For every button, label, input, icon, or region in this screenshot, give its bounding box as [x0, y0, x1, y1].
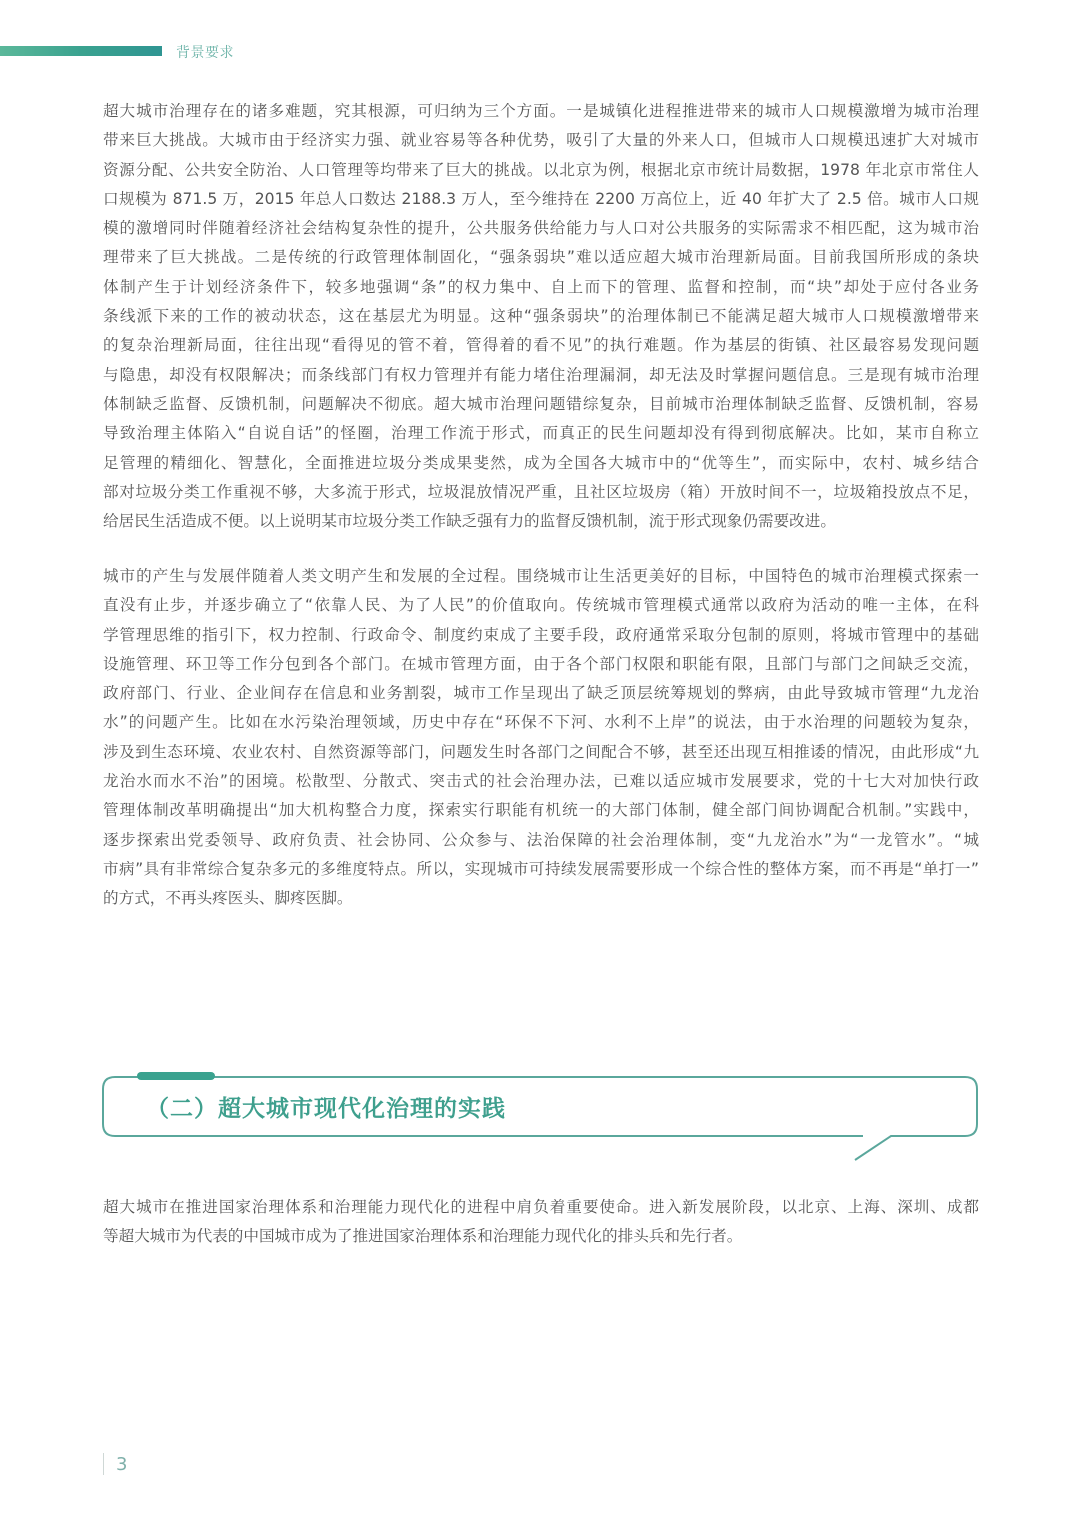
- page-footer: [103, 1452, 127, 1476]
- paragraph-challenges: [103, 97, 979, 536]
- text-line: 体制缺乏监督、反馈机制，问题解决不彻底。超大城市治理问题错综复杂，目前城市治理体制缺乏监督、反馈机制，容易: [103, 394, 979, 413]
- text-line: 超大城市在推进国家治理体系和治理能力现代化的进程中肩负着重要使命。进入新发展阶段，以北京、上海、深圳、成都: [103, 1198, 979, 1216]
- text-line: 理带来了巨大挑战。二是传统的行政管理体制固化，“强条弱块”难以适应超大城市治理新局面。目前我国所形成的条块: [103, 248, 979, 267]
- text-line: 涉及到生态环境、农业农村、自然资源等部门，问题发生时各部门之间配合不够，甚至还出现互相推诿的情况，由此形成“九: [103, 742, 979, 761]
- text-line: 给居民生活造成不便。以上说明某市垃圾分类工作缺乏强有力的监督反馈机制，流于形式现象仍需要改进。: [103, 512, 836, 531]
- paragraph-practice: [103, 1193, 979, 1252]
- text-line: 与隐患，却没有权限解决；而条线部门有权力管理并有能力堵住治理漏洞，却无法及时掌握问题信息。三是现有城市治理: [103, 365, 979, 384]
- text-line: 体制产生于计划经济条件下，较多地强调“条”的权力集中、自上而下的管理、监督和控制，而“块”却处于应付各业务: [103, 277, 979, 296]
- text-line: 城市的产生与发展伴随着人类文明产生和发展的全过程。围绕城市让生活更美好的目标，中国特色的城市治理模式探索一: [103, 567, 979, 585]
- text-line: 口规模为 871.5 万，2015 年总人口数达 2188.3 万人，至今维持在 2200 万高位上，近 40 年扩大了 2.5 倍。城市人口规: [103, 189, 979, 208]
- text-line: 龙治水而水不治”的困境。松散型、分散式、突击式的社会治理办法，已难以适应城市发展要求，党的十七大对加快行政: [103, 772, 979, 791]
- text-line: 条线派下来的工作的被动状态，这在基层尤为明显。这种“强条弱块”的治理体制已不能满足超大城市人口规模激增带来: [103, 307, 979, 326]
- header-accent-bar: [0, 46, 162, 56]
- text-line: 水”的问题产生。比如在水污染治理领域，历史中存在“环保不下河、水利不上岸”的说法，由于水治理的问题较为复杂，: [103, 713, 979, 732]
- text-line: 导致治理主体陷入“自说自话”的怪圈，治理工作流于形式，而真正的民生问题却没有得到彻底解决。比如，某市自称立: [103, 424, 979, 443]
- page-divider: [103, 1453, 104, 1475]
- text-line: 足管理的精细化、智慧化，全面推进垃圾分类成果斐然，成为全国各大城市中的“优等生”，而实际中，农村、城乡结合: [103, 453, 979, 472]
- text-line: 资源分配、公共安全防治、人口管理等均带来了巨大的挑战。以北京为例，根据北京市统计局数据，1978 年北京市常住人: [103, 160, 979, 179]
- paragraph-urban-development: [103, 562, 979, 914]
- text-line: 逐步探索出党委领导、政府负责、社会协同、公众参与、法治保障的社会治理体制，变“九龙治水”为“一龙管水”。“城: [103, 830, 979, 849]
- text-line: 设施管理、环卫等工作分包到各个部门。在城市管理方面，由于各个部门权限和职能有限，且部门与部门之间缺乏交流，: [103, 654, 979, 673]
- text-line: 等超大城市为代表的中国城市成为了推进国家治理体系和治理能力现代化的排头兵和先行者。: [103, 1227, 743, 1246]
- text-line: 的复杂治理新局面，往往出现“看得见的管不着，管得着的看不见”的执行难题。作为基层的街镇、社区最容易发现问题: [103, 336, 979, 355]
- text-line: 管理体制改革明确提出“加大机构整合力度，探索实行职能有机统一的大部门体制，健全部门间协调配合机制。”实践中，: [103, 801, 979, 820]
- section-label: 背景要求: [176, 45, 234, 61]
- text-line: 的方式，不再头疼医头、脚疼医脚。: [103, 889, 353, 908]
- text-line: 市病”具有非常综合复杂多元的多维度特点。所以，实现城市可持续发展需要形成一个综合性的整体方案，而不再是“单打一”: [103, 859, 979, 878]
- text-line: 学管理思维的指引下，权力控制、行政命令、制度约束成了主要手段，政府通常采取分包制的原则，将城市管理中的基础: [103, 625, 979, 644]
- page-number: 3: [116, 1453, 128, 1475]
- text-line: 政府部门、行业、企业间存在信息和业务割裂，城市工作呈现出了缺乏顶层统筹规划的弊病，由此导致城市管理“九龙治: [103, 684, 979, 703]
- text-line: 直没有止步，并逐步确立了“依靠人民、为了人民”的价值取向。传统城市管理模式通常以政府为活动的唯一主体，在科: [103, 596, 979, 615]
- text-line: 带来巨大挑战。大城市由于经济实力强、就业容易等各种优势，吸引了大量的外来人口，但城市人口规模迅速扩大对城市: [103, 131, 979, 150]
- text-line: 模的激增同时伴随着经济社会结构复杂性的提升，公共服务供给能力与人口对公共服务的实际需求不相匹配，这为城市治: [103, 219, 979, 238]
- text-line: 部对垃圾分类工作重视不够，大多流于形式，垃圾混放情况严重，且社区垃圾房（箱）开放时间不一，垃圾箱投放点不足，: [103, 482, 979, 501]
- text-line: 超大城市治理存在的诸多难题，究其根源，可归纳为三个方面。一是城镇化进程推进带来的城市人口规模激增为城市治理: [103, 102, 979, 120]
- section-title: （二）超大城市现代化治理的实践: [146, 1096, 506, 1122]
